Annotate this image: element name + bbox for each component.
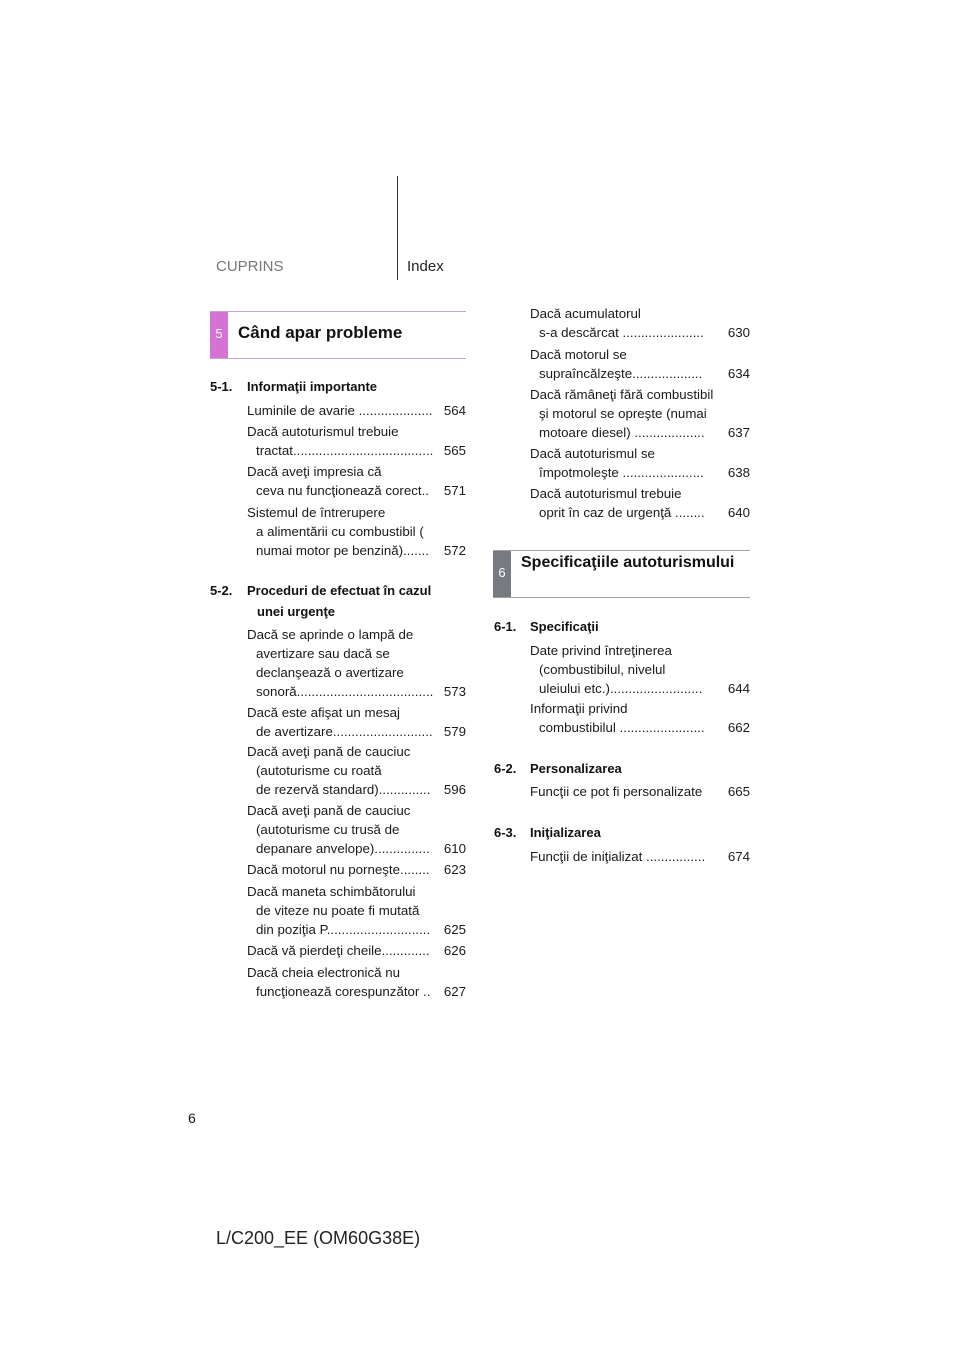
nav-divider — [397, 176, 398, 280]
entry-text: numai motor pe benzină)....... — [256, 543, 429, 558]
entry-text: funcţionează corespunzător .. — [256, 984, 431, 999]
entry-text: Dacă aveţi impresia că — [247, 464, 382, 479]
toc-entry[interactable] — [530, 699, 750, 737]
entry-text: Dacă aveţi pană de cauciuc — [247, 803, 411, 818]
section-6-title: Specificaţiile autoturismului — [521, 554, 735, 571]
entry-text: (autoturisme cu trusă de — [256, 822, 400, 837]
toc-entry[interactable] — [247, 462, 466, 500]
entry-text: Luminile de avarie .................... — [247, 403, 433, 418]
nav-index-link[interactable]: Index — [407, 258, 444, 275]
entry-page: 579 — [443, 724, 466, 739]
toc-entry[interactable] — [247, 503, 466, 560]
toc-entry[interactable] — [247, 401, 466, 420]
entry-text: Dacă motorul se — [530, 347, 627, 362]
toc-entry[interactable] — [247, 625, 466, 701]
entry-text: tractat...................................... — [256, 443, 434, 458]
entry-page: 596 — [443, 782, 466, 797]
subsection-number: 5-2. — [210, 583, 233, 598]
subsection-title: Personalizarea — [530, 761, 622, 776]
subsection-title: Proceduri de efectuat în cazul — [247, 583, 432, 598]
nav-contents-link[interactable]: CUPRINS — [216, 258, 284, 275]
entry-page: 623 — [443, 862, 466, 877]
subsection-title: unei urgenţe — [257, 604, 336, 619]
entry-text: Dacă autoturismul trebuie — [247, 424, 399, 439]
entry-text: Dacă vă pierdeţi cheile............. — [247, 943, 430, 958]
subsection-title: Specificaţii — [530, 619, 599, 634]
entry-page: 665 — [727, 784, 750, 799]
entry-page: 640 — [727, 505, 750, 520]
entry-text: Dacă acumulatorul — [530, 306, 641, 321]
subsection-title: Iniţializarea — [530, 825, 601, 840]
entry-text: de rezervă standard).............. — [256, 782, 431, 797]
toc-entry[interactable] — [530, 304, 750, 342]
entry-text: împotmoleşte ...................... — [539, 465, 704, 480]
subsection-number: 5-1. — [210, 379, 233, 394]
toc-entry[interactable] — [530, 847, 750, 866]
toc-entry[interactable] — [530, 444, 750, 482]
entry-text: supraîncălzeşte................... — [539, 366, 703, 381]
entry-text: (autoturisme cu roată — [256, 763, 382, 778]
entry-text: oprit în caz de urgenţă ........ — [539, 505, 705, 520]
entry-text: Funcţii ce pot fi personalizate — [530, 784, 703, 799]
toc-entry[interactable] — [530, 641, 750, 698]
entry-page: 610 — [443, 841, 466, 856]
toc-entry[interactable] — [247, 860, 466, 879]
section-6-header[interactable] — [493, 550, 750, 598]
entry-text: Sistemul de întrerupere — [247, 505, 386, 520]
entry-text: Dacă rămâneţi fără combustibil — [530, 387, 714, 402]
entry-page: 634 — [727, 366, 750, 381]
entry-page: 637 — [727, 425, 750, 440]
toc-entry[interactable] — [247, 941, 466, 960]
subsection-6-3-heading[interactable] — [494, 825, 750, 843]
entry-text: sonoră..................................... — [256, 684, 434, 699]
entry-page: 573 — [443, 684, 466, 699]
entry-page: 630 — [727, 325, 750, 340]
subsection-6-2-heading[interactable] — [494, 761, 750, 779]
entry-text: Dacă autoturismul se — [530, 446, 655, 461]
entry-text: avertizare sau dacă se — [256, 646, 390, 661]
entry-page: 644 — [727, 681, 750, 696]
entry-text: Funcţii de iniţializat ................ — [530, 849, 706, 864]
section-5-header[interactable] — [210, 311, 466, 359]
entry-text: Date privind întreţinerea — [530, 643, 672, 658]
toc-entry[interactable] — [247, 422, 466, 460]
entry-text: a alimentării cu combustibil ( — [256, 524, 424, 539]
section-5-title: Când apar probleme — [238, 323, 403, 342]
entry-text: s-a descărcat ...................... — [539, 325, 704, 340]
toc-entry[interactable] — [530, 385, 750, 442]
entry-page: 627 — [443, 984, 466, 999]
entry-text: Dacă autoturismul trebuie — [530, 486, 682, 501]
entry-text: (combustibilul, nivelul — [539, 662, 666, 677]
toc-entry[interactable] — [530, 345, 750, 383]
page-number: 6 — [188, 1110, 196, 1126]
entry-page: 564 — [443, 403, 466, 418]
entry-text: Dacă maneta schimbătorului — [247, 884, 416, 899]
toc-entry[interactable] — [530, 782, 750, 801]
subsection-number: 6-1. — [494, 619, 517, 634]
entry-text: combustibilul ....................... — [539, 720, 705, 735]
entry-text: ceva nu funcţionează corect.. — [256, 483, 429, 498]
entry-page: 572 — [443, 543, 466, 558]
entry-text: din poziţia P............................ — [256, 922, 431, 937]
entry-text: Dacă aveţi pană de cauciuc — [247, 744, 411, 759]
toc-entry[interactable] — [247, 963, 466, 1001]
toc-entry[interactable] — [247, 882, 466, 939]
section-6-tab: 6 — [493, 551, 511, 597]
entry-text: de avertizare........................... — [256, 724, 433, 739]
entry-text: motoare diesel) ................... — [539, 425, 705, 440]
toc-entry[interactable] — [530, 484, 750, 522]
subsection-5-1-heading[interactable] — [210, 379, 470, 397]
entry-page: 674 — [727, 849, 750, 864]
entry-text: Informaţii privind — [530, 701, 628, 716]
entry-text: Dacă motorul nu porneşte........ — [247, 862, 430, 877]
entry-text: Dacă se aprinde o lampă de — [247, 627, 414, 642]
entry-page: 565 — [443, 443, 466, 458]
toc-entry[interactable] — [247, 801, 466, 858]
entry-page: 571 — [443, 483, 466, 498]
toc-entry[interactable] — [247, 742, 466, 799]
model-code: L/C200_EE (OM60G38E) — [216, 1228, 421, 1248]
entry-text: declanşează o avertizare — [256, 665, 404, 680]
entry-text: Dacă este afişat un mesaj — [247, 705, 400, 720]
entry-text: şi motorul se opreşte (numai — [539, 406, 707, 421]
subsection-title: Informaţii importante — [247, 379, 378, 394]
entry-page: 625 — [443, 922, 466, 937]
entry-text: depanare anvelope)............... — [256, 841, 430, 856]
entry-text: uleiului etc.)......................... — [539, 681, 703, 696]
subsection-number: 6-3. — [494, 825, 517, 840]
subsection-6-1-heading[interactable] — [494, 619, 750, 637]
entry-text: Dacă cheia electronică nu — [247, 965, 401, 980]
subsection-number: 6-2. — [494, 761, 517, 776]
entry-page: 662 — [727, 720, 750, 735]
toc-entry[interactable] — [247, 703, 466, 741]
entry-text: de viteze nu poate fi mutată — [256, 903, 420, 918]
section-5-tab: 5 — [210, 312, 228, 358]
entry-page: 626 — [443, 943, 466, 958]
entry-page: 638 — [727, 465, 750, 480]
subsection-5-2-heading[interactable] — [210, 583, 470, 623]
